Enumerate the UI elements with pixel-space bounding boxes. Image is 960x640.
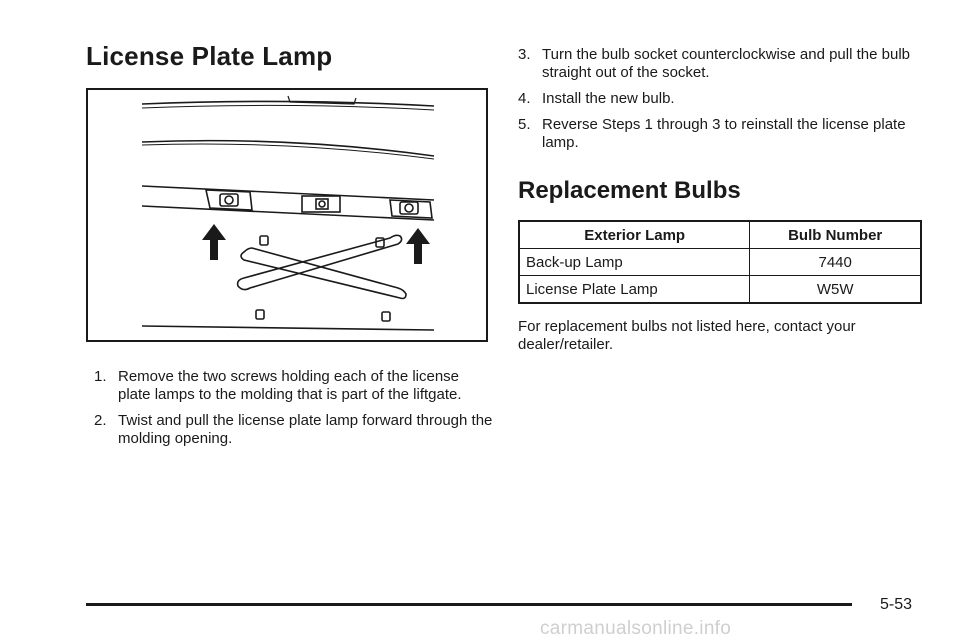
arrow-up-left xyxy=(202,224,226,260)
list-item xyxy=(518,90,924,108)
table-cell: W5W xyxy=(750,276,921,304)
page-number: 5-53 xyxy=(880,596,913,613)
step-number: 3. xyxy=(518,46,531,63)
lamp-band-bottom xyxy=(142,206,434,220)
table-cell: 7440 xyxy=(750,249,921,276)
step-text: Turn the bulb socket counterclockwise and pull the bulb straight out of the socket. xyxy=(542,46,910,81)
column-header: Exterior Lamp xyxy=(519,221,750,249)
page-title: License Plate Lamp xyxy=(86,41,333,71)
arrow-up-right xyxy=(406,228,430,264)
left-steps xyxy=(94,368,494,456)
list-item xyxy=(94,368,494,404)
list-item xyxy=(518,116,924,152)
table-row xyxy=(519,249,921,276)
table-header-row xyxy=(519,221,921,249)
step-text: Reverse Steps 1 through 3 to reinstall the license plate lamp. xyxy=(542,116,906,151)
step-number: 2. xyxy=(94,412,107,429)
step-number: 5. xyxy=(518,116,531,133)
table-row xyxy=(519,276,921,304)
screw-bottom-left xyxy=(256,310,264,319)
column-header: Bulb Number xyxy=(750,221,921,249)
step-text: Install the new bulb. xyxy=(542,90,675,107)
lamp-band-top xyxy=(142,186,434,200)
footer-divider xyxy=(86,603,852,606)
replacement-bulbs-table xyxy=(518,220,922,304)
replacement-note: For replacement bulbs not listed here, contact your dealer/retailer. xyxy=(518,318,856,353)
table-cell: Back-up Lamp xyxy=(519,249,750,276)
left-column xyxy=(86,40,490,72)
step-text: Twist and pull the license plate lamp forward through the molding opening. xyxy=(118,412,493,447)
left-lamp xyxy=(206,190,252,210)
list-item xyxy=(94,412,494,448)
step-number: 4. xyxy=(518,90,531,107)
watermark: carmanualsonline.info xyxy=(540,618,732,639)
list-item xyxy=(518,46,924,82)
liftgate-diagram xyxy=(88,90,486,340)
section-title: Replacement Bulbs xyxy=(518,177,741,204)
license-plate-lamp-illustration xyxy=(86,88,488,342)
table-cell: License Plate Lamp xyxy=(519,276,750,304)
step-text: Remove the two screws holding each of the license plate lamps to the molding that is part of the liftgate. xyxy=(118,368,462,403)
screw-top-left xyxy=(260,236,268,245)
bottom-edge xyxy=(142,326,434,330)
right-column xyxy=(518,46,924,354)
step-number: 1. xyxy=(94,368,107,385)
screw-bottom-right xyxy=(382,312,390,321)
